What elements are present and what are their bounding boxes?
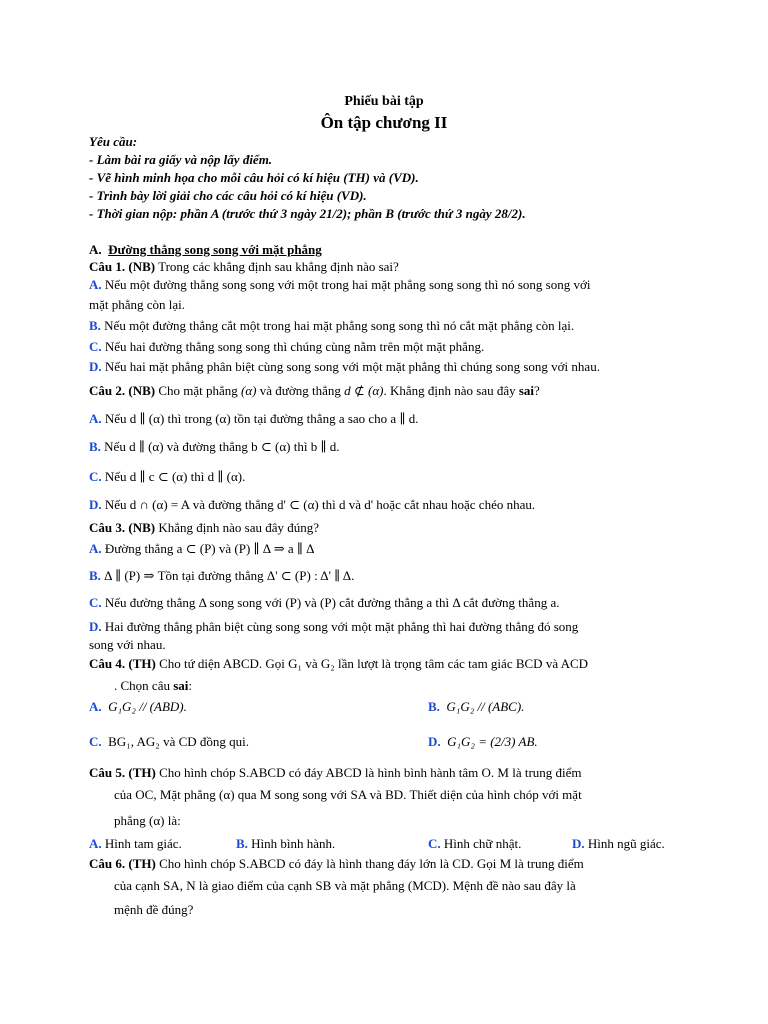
option-letter: C. — [89, 595, 102, 610]
q4-option-a — [89, 698, 187, 715]
option-text: Nếu d ∩ (α) = A và đường thẳng d' ⊂ (α) thì d và d' hoặc cắt nhau hoặc chéo nhau. — [104, 497, 536, 512]
option-text: Hình ngũ giác. — [587, 836, 665, 851]
question-text: Cho mặt phẳng — [155, 383, 242, 398]
option-text: Nếu hai mặt phẳng phân biệt cùng song song với một mặt phẳng thì chúng song song với nhau. — [104, 359, 600, 374]
option-text: BG₁, AG₂ và CD đồng qui. — [108, 734, 250, 749]
option-letter: D. — [572, 836, 585, 851]
question-text: Cho hình chóp S.ABCD có đáy là hình thang đáy lớn là CD. Gọi M là trung điểm — [155, 856, 584, 871]
option-letter: B. — [428, 699, 440, 714]
section-number: A. — [89, 242, 102, 257]
q3-option-b — [89, 567, 354, 584]
section-title: Đường thẳng song song với mặt phẳng — [108, 242, 322, 257]
requirement-item: - Làm bài ra giấy và nộp lấy điểm. — [89, 152, 273, 167]
option-letter: C. — [89, 734, 102, 749]
q4-option-b — [428, 698, 524, 715]
option-letter: A. — [89, 699, 102, 714]
option-text: Đường thẳng a ⊂ (P) và (P) ∥ Δ ⇒ a ∥ Δ — [104, 541, 315, 556]
q1-option-a-cont: mặt phẳng còn lại. — [89, 297, 186, 312]
option-text: Hình bình hành. — [251, 836, 336, 851]
q2-option-c — [89, 468, 245, 485]
question-1 — [89, 258, 399, 275]
q1-option-c — [89, 338, 484, 355]
option-text: Nếu một đường thẳng cắt một trong hai mặt phẳng song song thì nó cắt mặt phẳng còn lại. — [104, 318, 575, 333]
option-text: Hình chữ nhật. — [443, 836, 522, 851]
option-text: Nếu d ∥ (α) và đường thẳng b ⊂ (α) thì b ∥ d. — [104, 439, 340, 454]
q2-option-a — [89, 410, 418, 427]
q3-option-d — [89, 618, 578, 635]
option-text: G₁G₂ = (2/3) AB. — [447, 734, 538, 749]
option-letter: B. — [89, 318, 101, 333]
question-label: Câu 3. (NB) — [89, 520, 156, 535]
section-a-heading — [89, 241, 322, 258]
question-label: Câu 2. (NB) — [89, 383, 156, 398]
question-text: và đường thẳng — [256, 383, 345, 398]
option-text: G₁G₂ // (ABC). — [446, 699, 525, 714]
question-4-cont — [114, 677, 192, 694]
question-6-cont: của cạnh SA, N là giao điểm của cạnh SB và mặt phẳng (MCD). Mệnh đề nào sau đây là — [114, 878, 576, 893]
question-text: . Chọn câu — [114, 678, 174, 693]
q5-option-a — [89, 835, 182, 852]
question-3 — [89, 519, 319, 536]
option-letter: A. — [89, 411, 102, 426]
question-text: Khẳng định nào sau đây đúng? — [155, 520, 320, 535]
option-text: Δ ∥ (P) ⇒ Tồn tại đường thẳng Δ' ⊂ (P) : Δ' ∥ Δ. — [104, 568, 355, 583]
option-text: Nếu hai đường thẳng song song thì chúng cùng nằm trên một mặt phẳng. — [104, 339, 485, 354]
math-plane: (α) — [241, 383, 257, 398]
option-letter: C. — [89, 469, 102, 484]
q5-option-c — [428, 835, 521, 852]
option-letter: B. — [89, 439, 101, 454]
question-2 — [89, 382, 540, 399]
option-letter: A. — [89, 836, 102, 851]
q3-option-d-cont: song với nhau. — [89, 637, 166, 652]
option-letter: D. — [89, 359, 102, 374]
q2-option-d — [89, 496, 535, 513]
question-5-cont: phẳng (α) là: — [114, 813, 181, 828]
question-6-cont: mệnh đề đúng? — [114, 902, 194, 917]
chapter-title: Ôn tập chương II — [320, 113, 448, 132]
option-text: Hình tam giác. — [104, 836, 182, 851]
question-label: Câu 5. (TH) — [89, 765, 156, 780]
q1-option-a — [89, 276, 590, 293]
option-text: Nếu d ∥ c ⊂ (α) thì d ∥ (α). — [104, 469, 246, 484]
option-letter: C. — [428, 836, 441, 851]
requirement-item: - Trình bày lời giải cho các câu hỏi có kí hiệu (VD). — [89, 188, 367, 203]
q3-option-c — [89, 594, 559, 611]
requirement-item: - Vẽ hình minh họa cho mỗi câu hỏi có kí hiệu (TH) và (VD). — [89, 170, 419, 185]
option-letter: A. — [89, 541, 102, 556]
q1-option-d — [89, 358, 600, 375]
q1-option-b — [89, 317, 574, 334]
question-keyword: sai — [518, 383, 535, 398]
question-5-cont: của OC, Mặt phẳng (α) qua M song song với SA và BD. Thiết diện của hình chóp với mặt — [114, 787, 582, 802]
option-text: Hai đường thẳng phân biệt cùng song song với một mặt phẳng thì hai đường thẳng đó song — [104, 619, 579, 634]
question-label: Câu 1. (NB) — [89, 259, 156, 274]
question-label: Câu 6. (TH) — [89, 856, 156, 871]
option-letter: D. — [428, 734, 441, 749]
question-text: Cho tứ diện ABCD. Gọi G₁ và G₂ lần lượt là trọng tâm các tam giác BCD và ACD — [155, 656, 589, 671]
option-text: Nếu d ∥ (α) thì trong (α) tồn tại đường thẳng a sao cho a ∥ d. — [104, 411, 419, 426]
option-letter: D. — [89, 497, 102, 512]
question-6 — [89, 855, 584, 872]
question-4 — [89, 655, 588, 672]
worksheet-title: Phiếu bài tập — [344, 94, 424, 109]
option-text: Nếu đường thẳng Δ song song với (P) và (P) cắt đường thẳng a thì Δ cắt đường thẳng a. — [104, 595, 560, 610]
q5-option-d — [572, 835, 665, 852]
question-text: ? — [534, 383, 540, 398]
question-text: Trong các khẳng định sau khẳng định nào sai? — [155, 259, 399, 274]
question-label: Câu 4. (TH) — [89, 656, 156, 671]
requirement-item: - Thời gian nộp: phần A (trước thứ 3 ngày 21/2); phần B (trước thứ 3 ngày 28/2). — [89, 206, 526, 221]
option-text: Nếu một đường thẳng song song với một trong hai mặt phẳng song song thì nó song song với — [104, 277, 591, 292]
q4-option-d — [428, 733, 538, 750]
math-line: d ⊄ (α) — [344, 383, 384, 398]
option-letter: C. — [89, 339, 102, 354]
option-text: G₁G₂ // (ABD). — [108, 699, 187, 714]
question-5 — [89, 764, 582, 781]
option-letter: D. — [89, 619, 102, 634]
question-text: : — [188, 678, 193, 693]
option-letter: A. — [89, 277, 102, 292]
option-letter: B. — [236, 836, 248, 851]
q5-option-b — [236, 835, 335, 852]
question-text: Cho hình chóp S.ABCD có đáy ABCD là hình bình hành tâm O. M là trung điểm — [155, 765, 582, 780]
question-keyword: sai — [173, 678, 189, 693]
option-letter: B. — [89, 568, 101, 583]
q4-option-c — [89, 733, 249, 750]
q2-option-b — [89, 438, 339, 455]
requirements-heading: Yêu cầu: — [89, 134, 138, 149]
question-text: . Khẳng định nào sau đây — [383, 383, 519, 398]
q3-option-a — [89, 540, 314, 557]
